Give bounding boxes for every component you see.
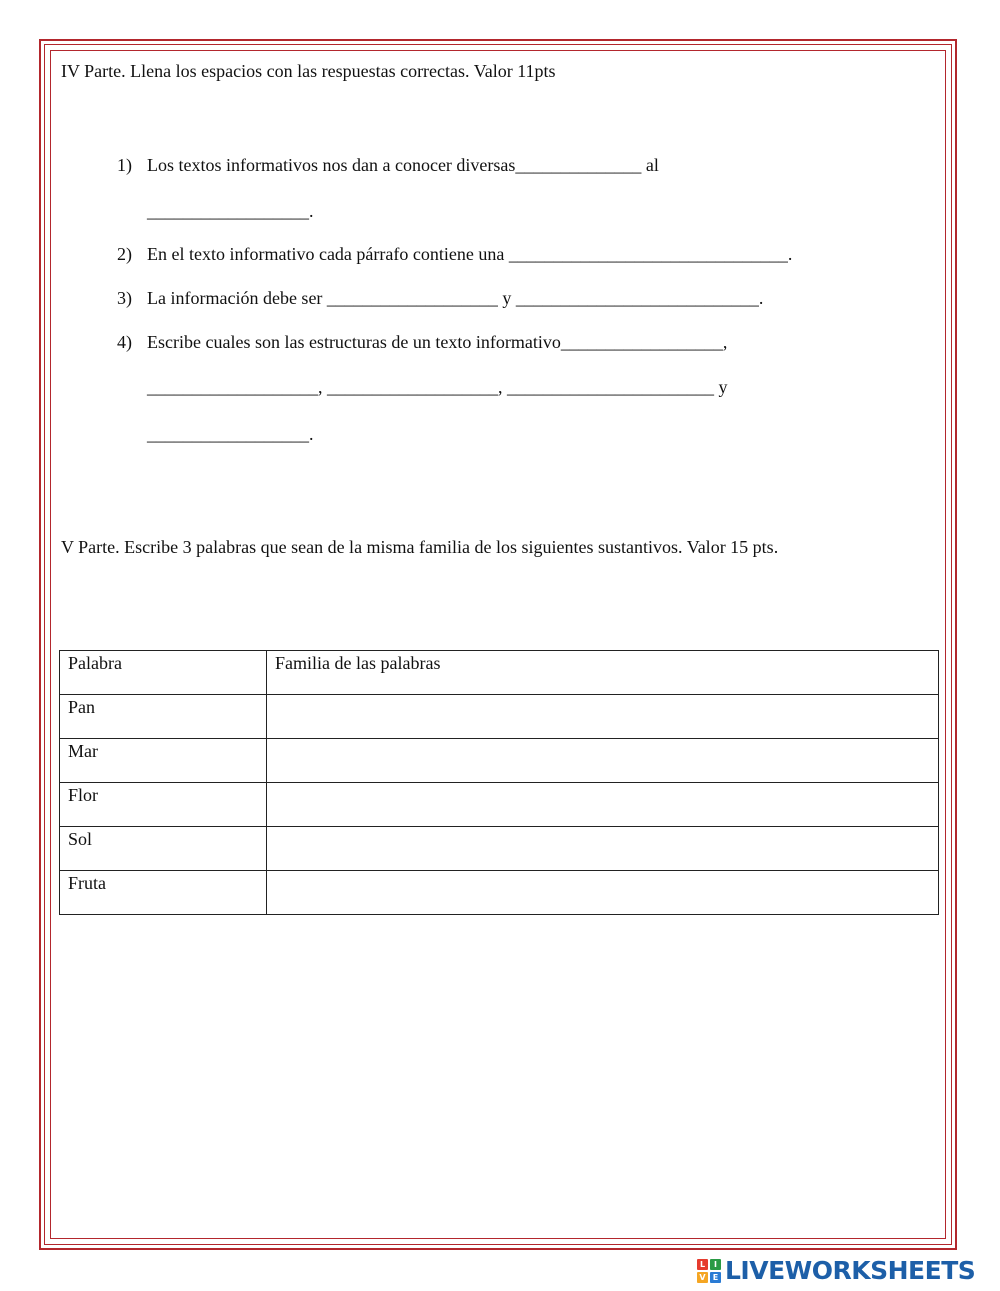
word-cell: Mar — [60, 739, 267, 783]
answer-cell[interactable] — [267, 739, 939, 783]
answer-cell[interactable] — [267, 695, 939, 739]
word-cell: Flor — [60, 783, 267, 827]
question-1-text: Los textos informativos nos dan a conocer diversas______________ al — [147, 155, 659, 175]
table-row — [60, 827, 939, 871]
question-4-number: 4) — [117, 332, 132, 352]
liveworksheets-logo — [697, 1256, 975, 1286]
page-border-inner — [50, 50, 946, 1239]
logo-letter-l: L — [697, 1259, 708, 1270]
word-cell: Sol — [60, 827, 267, 871]
answer-cell[interactable] — [267, 783, 939, 827]
logo-letter-e: E — [710, 1272, 721, 1283]
table-row — [60, 871, 939, 915]
logo-icon — [697, 1259, 721, 1283]
logo-letter-v: V — [697, 1272, 708, 1283]
question-1-blank[interactable]: __________________. — [147, 201, 314, 221]
word-cell: Pan — [60, 695, 267, 739]
logo-text: LIVEWORKSHEETS — [725, 1256, 976, 1285]
logo-letter-i: I — [710, 1259, 721, 1270]
question-2-text: En el texto informativo cada párrafo contiene una _______________________________. — [147, 244, 793, 264]
question-4-last-blank[interactable]: __________________. — [147, 424, 314, 444]
word-cell: Fruta — [60, 871, 267, 915]
section-5-title: V Parte. Escribe 3 palabras que sean de la misma familia de los siguientes sustantivos. Valor 15 pts. — [61, 537, 779, 557]
header-familia: Familia de las palabras — [267, 651, 939, 695]
question-4-blanks[interactable]: ___________________, ___________________, _______________________ y — [147, 377, 728, 397]
table-header-row — [60, 651, 939, 695]
table-row — [60, 695, 939, 739]
question-3-number: 3) — [117, 288, 132, 308]
question-1-number: 1) — [117, 155, 132, 175]
answer-cell[interactable] — [267, 827, 939, 871]
question-2-number: 2) — [117, 244, 132, 264]
question-3-text: La información debe ser ___________________ y ___________________________. — [147, 288, 764, 308]
header-palabra: Palabra — [60, 651, 267, 695]
word-family-table — [59, 650, 939, 915]
table-row — [60, 739, 939, 783]
section-4-title: IV Parte. Llena los espacios con las respuestas correctas. Valor 11pts — [61, 61, 556, 81]
table-row — [60, 783, 939, 827]
answer-cell[interactable] — [267, 871, 939, 915]
question-4-text: Escribe cuales son las estructuras de un texto informativo__________________, — [147, 332, 728, 352]
